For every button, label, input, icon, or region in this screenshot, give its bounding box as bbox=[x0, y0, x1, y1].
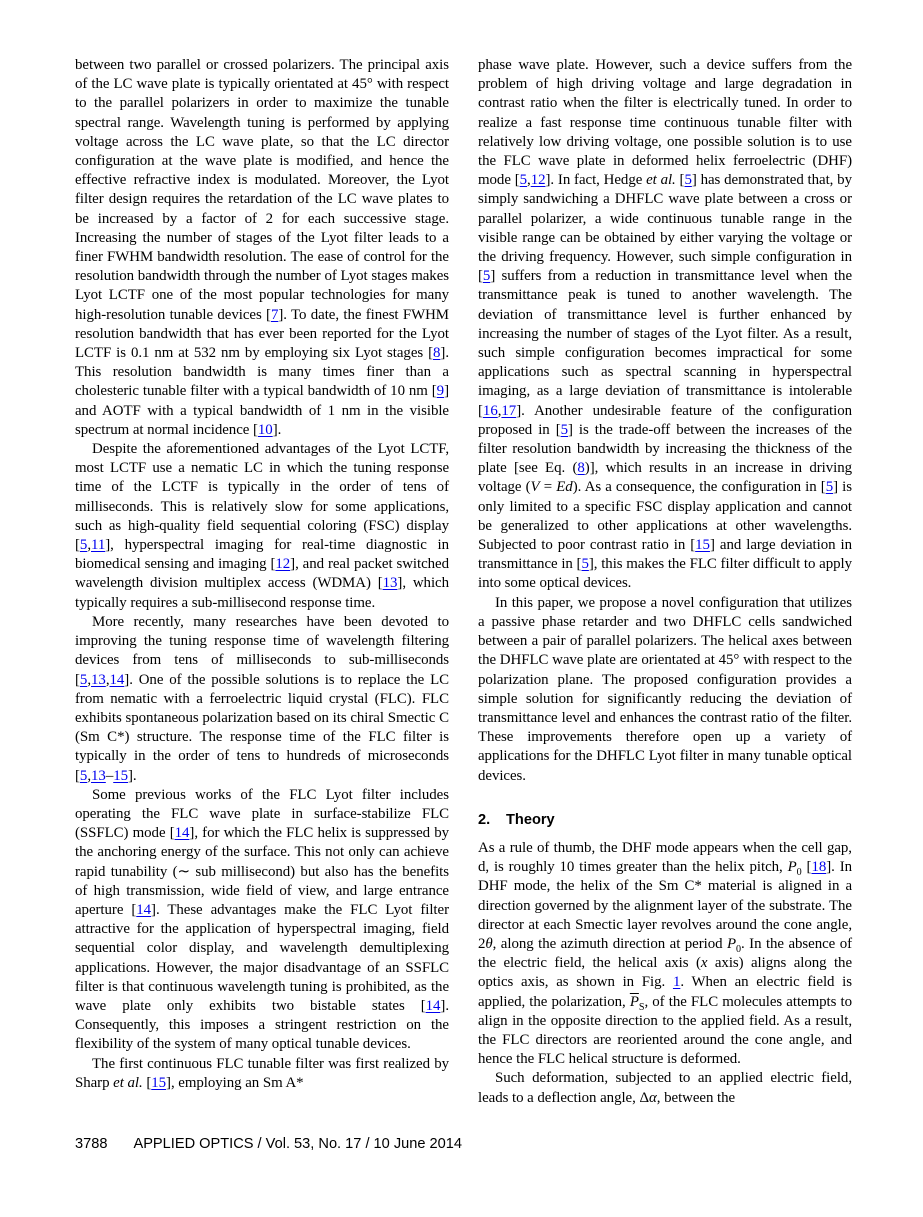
italic-text: Ed bbox=[556, 479, 573, 496]
reference-link[interactable]: 5 bbox=[560, 421, 569, 438]
italic-text: V bbox=[530, 479, 540, 496]
column-left bbox=[75, 56, 449, 1108]
paragraph: Such deformation, subjected to an applied electric field, leads to a deflection angle, Δα, between the bbox=[478, 1070, 852, 1106]
paragraph: Some previous works of the FLC Lyot filter includes operating the FLC wave plate in surface-stabilize FLC (SSFLC) mode [14], for which the FLC helix is suppressed by the anchoring energy of the surface. This not only can achieve rapid tunability (∼ sub millisecond) but also has the benefits of high transmission, wide field of view, and large entrance aperture [14]. These advantages make the FLC Lyot filter attractive for the application of hyperspectral imaging, field sequential color display, and wavelength demultiplexing applications. However, the major disadvantage of an SSFLC filter is that continuous wavelength tuning is prohibited, as the wave plate only exhibits two bistable states [14]. Consequently, this imposes a stringent restriction on the flexibility of the system of many optical tunable devices. bbox=[75, 786, 450, 1053]
reference-link[interactable]: 10 bbox=[257, 421, 273, 438]
reference-link[interactable]: 14 bbox=[136, 901, 152, 918]
italic-text: P bbox=[787, 859, 797, 876]
reference-link[interactable]: 14 bbox=[425, 997, 441, 1014]
reference-link[interactable]: 13 bbox=[91, 767, 106, 784]
reference-link[interactable]: 8 bbox=[577, 460, 585, 477]
reference-link[interactable]: 13 bbox=[91, 671, 106, 688]
paragraph: Despite the aforementioned advantages of the Lyot LCTF, most LCTF use a nematic LC in which the tuning response time of the LCTF is typically in the order of tens of milliseconds. This is relatively slow for some applications, such as high-quality field sequential coloring (FSC) display [5,11], hyperspectral imaging for real-time diagnostic in biomedical sensing and imaging [12], and real packet switched wavelength division multiplex access (WDMA) [13], which typically requires a sub-millisecond response time. bbox=[75, 441, 449, 611]
reference-link[interactable]: 5 bbox=[79, 537, 88, 554]
reference-link[interactable]: 12 bbox=[275, 556, 291, 573]
reference-link[interactable]: 14 bbox=[174, 825, 190, 842]
reference-link[interactable]: 1 bbox=[672, 974, 681, 991]
reference-link[interactable]: 13 bbox=[382, 575, 398, 592]
page-number: 3788 bbox=[75, 1136, 108, 1152]
paragraph: phase wave plate. However, such a device suffers from the problem of high driving voltage and large degradation in contrast ratio when the filter is electrically tuned. In order to realize a fast response time continuous tunable filter with relatively low driving voltage, one possible solution is to use the FLC wave plate in deformed helix ferroelectric (DHF) mode [5,12]. In fact, Hedge et al. [5] has demonstrated that, by simply sandwiching a DHFLC wave plate between a cross or parallel polarizer, a wide continuous tunable range in the visible range can be obtained by either varying the voltage or the driving frequency. However, such simple configuration in [5] suffers from a reduction in transmittance level when the transmittance peak is tuned to another wavelength. The deviation of transmittance level is further enhanced by increasing the number of stages of the Lyot filter. As a result, such simple configuration becomes impractical for some applications such as spectral scanning in hyperspectral imaging, as a large deviation of transmittance is intolerable [16,17]. Another undesirable feature of the configuration proposed in [5] is the trade-off between the increases of the filter resolution bandwidth by increasing the thickness of the plate [see Eq. (8)], which results in an increase in driving voltage (V = Ed). As a consequence, the configuration in [5] is only limited to a specific FSC display application and cannot be generalized to other applications at other wavelengths. Subjected to poor contrast ratio in [15] and large deviation in transmittance in [5], this makes the FLC filter difficult to apply into some optical devices. bbox=[478, 57, 852, 592]
italic-text: x bbox=[700, 955, 708, 972]
reference-link[interactable]: 5 bbox=[684, 172, 692, 189]
reference-link[interactable]: 8 bbox=[433, 345, 441, 362]
reference-link[interactable]: 17 bbox=[501, 402, 517, 419]
subscript-text: 0 bbox=[736, 943, 742, 955]
paragraph: More recently, many researches have been devoted to improving the tuning response time of wavelength filtering devices from tens of milliseconds to sub-milliseconds [5,13,14]. One of the possible solutions is to replace the LC from nematic with a ferroelectric liquid crystal (FLC). FLC exhibits spontaneous polarization based on its chiral Smectic C (Sm C*) structure. The response time of the FLC filter is typically in the order of tens to hundreds of microseconds [5,13–15]. bbox=[75, 613, 449, 784]
reference-link[interactable]: 12 bbox=[530, 172, 546, 189]
reference-link[interactable]: 14 bbox=[109, 671, 125, 688]
italic-text: et al. bbox=[646, 172, 676, 189]
paragraph: The first continuous FLC tunable filter was first realized by Sharp et al. [15], employing an Sm A* bbox=[75, 1055, 449, 1091]
text-columns bbox=[75, 56, 852, 1108]
reference-link[interactable]: 7 bbox=[270, 306, 279, 323]
reference-link[interactable]: 5 bbox=[519, 172, 528, 189]
italic-text: et al. bbox=[113, 1074, 143, 1091]
reference-link[interactable]: 5 bbox=[581, 556, 589, 573]
journal-citation: APPLIED OPTICS / Vol. 53, No. 17 / 10 June 2014 bbox=[133, 1136, 463, 1152]
reference-link[interactable]: 16 bbox=[482, 402, 498, 419]
italic-text: θ bbox=[485, 935, 493, 952]
reference-link[interactable]: 15 bbox=[151, 1074, 167, 1091]
section-title: Theory bbox=[506, 811, 555, 828]
section-number: 2. bbox=[478, 811, 491, 828]
subscript-text: S bbox=[638, 1001, 645, 1013]
column-right bbox=[478, 56, 852, 1108]
subscript-text: 0 bbox=[796, 867, 802, 879]
reference-link[interactable]: 5 bbox=[79, 767, 88, 784]
reference-link[interactable]: 15 bbox=[695, 537, 710, 554]
italic-text: α bbox=[648, 1089, 657, 1106]
vector-symbol: $\overline{P}$ bbox=[629, 993, 639, 1010]
reference-link[interactable]: 15 bbox=[113, 767, 129, 784]
reference-link[interactable]: 5 bbox=[79, 671, 88, 688]
reference-link[interactable]: 18 bbox=[811, 859, 827, 876]
paragraph: As a rule of thumb, the DHF mode appears when the cell gap, d, is roughly 10 times greater than the helix pitch, $P_0$ [18]. In DHF mode, the helix of the Sm C* material is aligned in a direction governed by the alignment layer of the substrate. The director at each Smectic layer revolves around the cone angle, 2θ, along the azimuth direction at period $P_0$. In the absence of the electric field, the helical axis (x axis) aligns along the optics axis, as shown in Fig. 1. When an electric field is applied, the polarization, $\overline{P}_S$, of the FLC molecules attempts to align in the opposite direction to the applied field. As a result, the FLC directors are reoriented around the cone angle, and hence the FLC helical structure is deformed. bbox=[478, 839, 853, 1068]
reference-link[interactable]: 5 bbox=[825, 479, 834, 496]
reference-link[interactable]: 9 bbox=[436, 383, 445, 400]
reference-link[interactable]: 5 bbox=[482, 268, 491, 285]
page-footer bbox=[75, 1136, 775, 1152]
paragraph: between two parallel or crossed polarizers. The principal axis of the LC wave plate is typically orientated at 45° with respect to the parallel polarizers in order to maximize the tunable spectral range. Wavelength tuning is performed by applying voltage across the LC wave plate, so that the LC director configuration at the wave plate is modified, and hence the effective refractive index is modulated. Moreover, the Lyot filter design requires the retardation of the LC wave plates to be increased by a factor of 2 for each successive stage. Increasing the number of stages of the Lyot filter leads to a finer FWHM bandwidth resolution. The ease of control for the resolution bandwidth through the number of Lyot stages makes Lyot LCTF one of the most popular technologies for many high-resolution tunable devices [7]. To date, the finest FWHM resolution bandwidth that has ever been reported for the Lyot LCTF is 0.1 nm at 532 nm by employing six Lyot stages [8]. This resolution bandwidth is many times finer than a cholesteric tunable filter with a typical bandwidth of 10 nm [9] and AOTF with a typical bandwidth of 1 nm in the visible spectrum at normal incidence [10]. bbox=[75, 57, 449, 438]
reference-link[interactable]: 11 bbox=[91, 537, 106, 554]
paragraph: In this paper, we propose a novel configuration that utilizes a passive phase retarder and two DHFLC cells sandwiched between a pair of parallel polarizers. The helical axes between the DHFLC wave plate are orientated at 45° with respect to the polarization plane. The proposed configuration provides a simple solution for significantly reducing the deviation of transmittance level and enhances the contrast ratio of the filter. These improvements therefore open up a variety of applications for the DHFLC Lyot filter in many tunable optical devices. bbox=[478, 594, 852, 784]
italic-text: P bbox=[726, 935, 737, 952]
section-heading bbox=[478, 811, 852, 830]
